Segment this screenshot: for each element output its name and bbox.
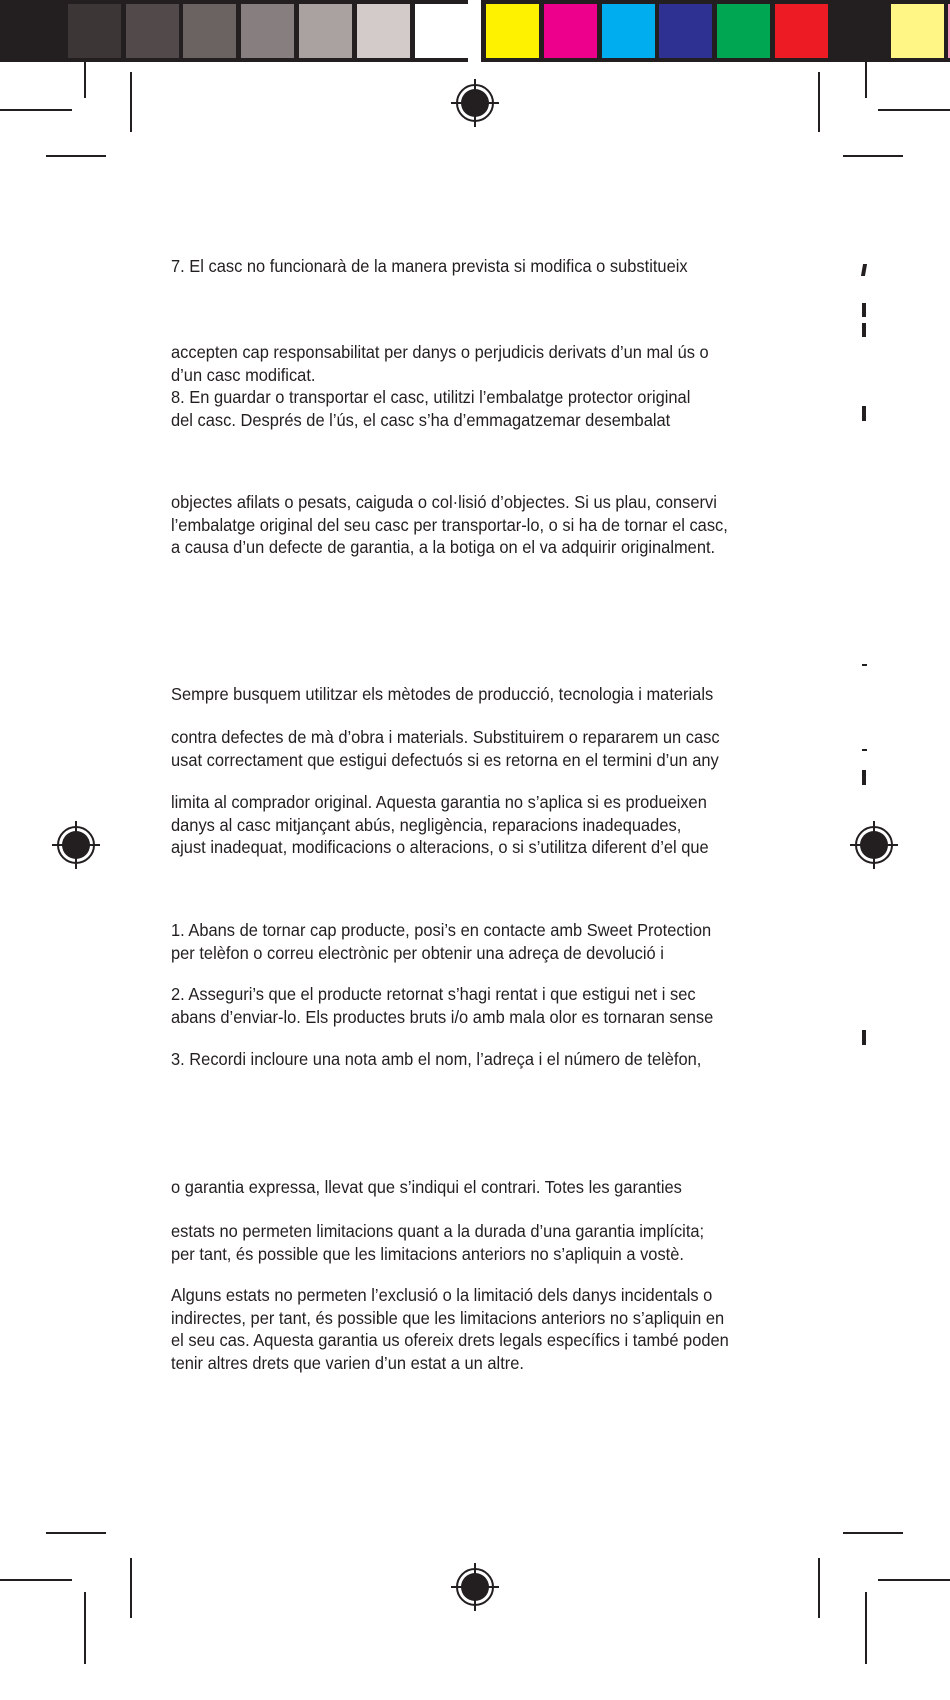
- text-line: 8. En guardar o transportar el casc, utilitzi l’embalatge protector original: [171, 387, 691, 407]
- text-line: 2. Asseguri’s que el producte retornat s’hagi rentat i que estigui net i sec: [171, 984, 696, 1004]
- paragraph: [171, 341, 754, 431]
- paragraph: [171, 1284, 754, 1374]
- text-line: el seu cas. Aquesta garantia us ofereix drets legals específics i també poden: [171, 1330, 729, 1350]
- color-swatch: [486, 4, 539, 58]
- color-swatch: [659, 4, 712, 58]
- text-line: objectes afilats o pesats, caiguda o col·lisió d’objectes. Si us plau, conservi: [171, 492, 717, 512]
- text-line: Sempre busquem utilitzar els mètodes de producció, tecnologia i materials: [171, 684, 714, 704]
- color-swatch: [299, 4, 352, 58]
- text-line: limita al comprador original. Aquesta garantia no s’aplica si es produeixen: [171, 792, 707, 812]
- text-line: l’embalatge original del seu casc per transportar-lo, o si ha de tornar el casc,: [171, 514, 728, 535]
- text-line: o garantia expressa, llevat que s’indiqui el contrari. Totes les garanties: [171, 1177, 682, 1197]
- paragraph: [171, 1048, 754, 1071]
- text-line: danys al casc mitjançant abús, negligència, reparacions inadequades,: [171, 814, 682, 835]
- paragraph: [171, 983, 754, 1028]
- color-swatch: [183, 4, 236, 58]
- text-line: estats no permeten limitacions quant a la durada d’una garantia implícita;: [171, 1221, 705, 1241]
- text-line: abans d’enviar-lo. Els productes bruts i/o amb mala olor es tornaran sense: [171, 1006, 714, 1027]
- text-line: 3. Recordi incloure una nota amb el nom, l’adreça i el número de telèfon,: [171, 1049, 702, 1069]
- text-line: per tant, és possible que les limitacions anteriors no s’apliquin a vostè.: [171, 1243, 684, 1264]
- text-line: per telèfon o correu electrònic per obtenir una adreça de devolució i: [171, 942, 664, 963]
- color-swatch: [241, 4, 294, 58]
- text-line: 1. Abans de tornar cap producte, posi’s en contacte amb Sweet Protection: [171, 920, 712, 940]
- paragraph: [171, 491, 754, 559]
- paragraph: [171, 255, 754, 278]
- paragraph: [171, 1176, 754, 1199]
- color-swatch: [544, 4, 597, 58]
- process-colors: [481, 0, 950, 62]
- color-swatch: [68, 4, 121, 58]
- text-line: ajust inadequat, modificacions o alteracions, o si s’utilitza diferent d’el que: [171, 837, 709, 857]
- color-swatch: [126, 4, 179, 58]
- color-swatch: [833, 4, 886, 58]
- paragraph: [171, 726, 754, 771]
- color-swatch: [357, 4, 410, 58]
- text-line: contra defectes de mà d’obra i materials. Substituirem o repararem un casc: [171, 727, 720, 747]
- paragraph: [171, 919, 754, 964]
- color-swatch: [602, 4, 655, 58]
- registration-mark-icon: [451, 79, 499, 127]
- color-swatch: [717, 4, 770, 58]
- paragraph: [171, 1220, 754, 1265]
- color-swatch: [415, 4, 468, 58]
- text-line: d’un casc modificat.: [171, 364, 316, 385]
- registration-mark-icon: [52, 821, 100, 869]
- text-line: 7. El casc no funcionarà de la manera prevista si modifica o substitueix: [171, 256, 688, 276]
- text-line: Alguns estats no permeten l’exclusió o la limitació dels danys incidentals o: [171, 1285, 713, 1305]
- paragraph: [171, 683, 754, 706]
- color-swatch: [775, 4, 828, 58]
- text-line: del casc. Després de l’ús, el casc s’ha d’emmagatzemar desembalat: [171, 409, 671, 430]
- color-bar: [0, 0, 950, 62]
- text-line: a causa d’un defecte de garantia, a la botiga on el va adquirir originalment.: [171, 537, 716, 557]
- color-swatch: [0, 4, 10, 58]
- paragraph: [171, 791, 754, 859]
- text-line: usat correctament que estigui defectuós si es retorna en el termini d’un any: [171, 749, 719, 770]
- text-line: accepten cap responsabilitat per danys o perjudicis derivats d’un mal ús o: [171, 342, 709, 362]
- registration-mark-icon: [451, 1563, 499, 1611]
- text-line: indirectes, per tant, és possible que les limitacions anteriors no s’apliquin en: [171, 1307, 725, 1328]
- registration-mark-icon: [850, 821, 898, 869]
- color-swatch: [891, 4, 944, 58]
- gray-ramp: [0, 0, 468, 62]
- text-line: tenir altres drets que varien d’un estat a un altre.: [171, 1352, 524, 1373]
